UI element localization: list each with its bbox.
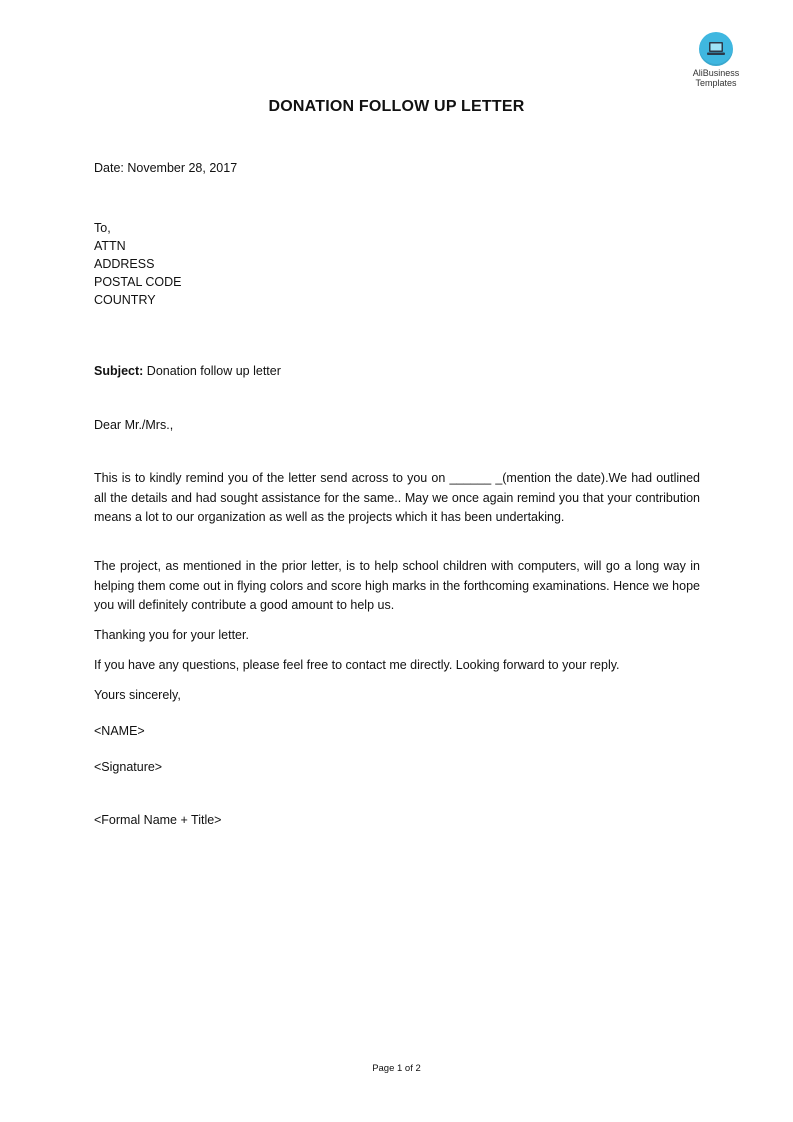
body-paragraph: Thanking you for your letter. [94, 628, 249, 642]
salutation: Dear Mr./Mrs., [94, 418, 174, 432]
date-line: Date: November 28, 2017 [94, 161, 238, 175]
address-line: POSTAL CODE [94, 275, 182, 289]
name-placeholder: <NAME> [94, 724, 145, 738]
formal-name-title: <Formal Name + Title> [94, 813, 222, 827]
recipient-address [94, 219, 182, 309]
signature-placeholder: <Signature> [94, 760, 163, 774]
alibusiness-logo [686, 32, 746, 88]
subject-line [94, 362, 281, 380]
body-paragraph: The project, as mentioned in the prior letter, is to help school children with computers, will go a long way in helping them come out in flying colors and score high marks in the forthcoming examinations. Hence we hope you will definitely contribute a good amount to help us. [94, 559, 700, 612]
page-number: Page 1 of 2 [372, 1063, 421, 1074]
address-line: ATTN [94, 239, 126, 253]
logo-text-line1: AliBusiness [692, 68, 740, 78]
address-line: To, [94, 221, 111, 235]
laptop-icon [699, 32, 733, 66]
address-line: COUNTRY [94, 293, 156, 307]
subject-text: Donation follow up letter [143, 364, 281, 378]
closing-phrase: Yours sincerely, [94, 688, 181, 702]
address-line: ADDRESS [94, 257, 155, 271]
subject-label: Subject: [94, 364, 144, 378]
body-paragraph: If you have any questions, please feel free to contact me directly. Looking forward to your reply. [94, 658, 620, 672]
body-paragraph: This is to kindly remind you of the letter send across to you on ______ _(mention the date).We had outlined all the details and had sought assistance for the same.. May we once again remind you that your contribution means a lot to our organization as well as the projects which it has been undertaking. [94, 471, 700, 524]
logo-text-line2: Templates [695, 78, 737, 88]
document-title: DONATION FOLLOW UP LETTER [268, 98, 525, 115]
